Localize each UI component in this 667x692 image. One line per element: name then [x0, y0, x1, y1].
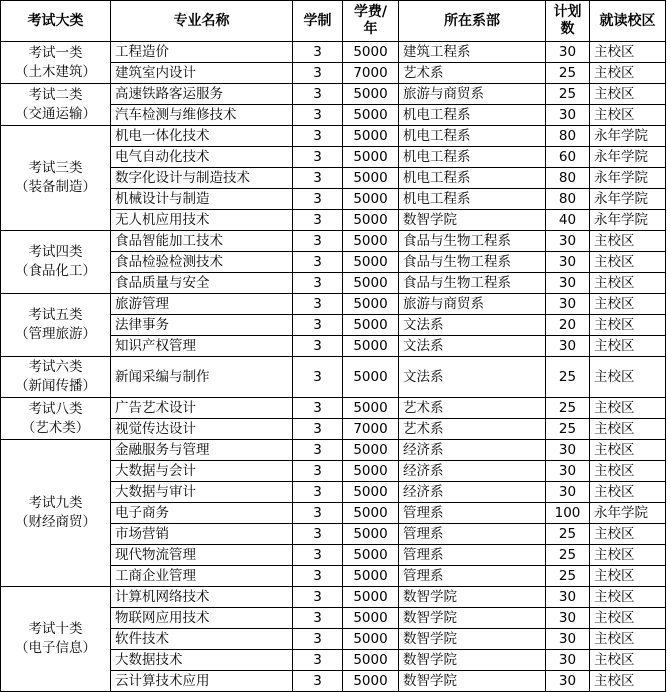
category-field: （食品化工） — [15, 263, 96, 279]
category-name: 考试二类 — [28, 86, 83, 103]
fee-cell: 5000 — [343, 671, 399, 692]
major-name: 工商企业管理 — [111, 566, 293, 587]
years-cell: 3 — [293, 503, 343, 524]
dept-cell: 管理系 — [399, 524, 546, 545]
campus-cell: 永年学院 — [590, 189, 666, 210]
fee-cell: 5000 — [343, 315, 399, 336]
years-cell: 3 — [293, 42, 343, 63]
major-name: 无人机应用技术 — [111, 210, 293, 231]
plan-cell: 25 — [546, 357, 590, 398]
header-category: 考试大类 — [1, 1, 111, 42]
plan-cell: 30 — [546, 608, 590, 629]
major-name: 旅游管理 — [111, 294, 293, 315]
plan-cell: 30 — [546, 294, 590, 315]
years-cell: 3 — [293, 231, 343, 252]
years-cell: 3 — [293, 566, 343, 587]
years-cell: 3 — [293, 126, 343, 147]
major-name: 电子商务 — [111, 503, 293, 524]
major-name: 广告艺术设计 — [111, 398, 293, 419]
fee-cell: 7000 — [343, 419, 399, 440]
plan-cell: 30 — [546, 42, 590, 63]
major-name: 法律事务 — [111, 315, 293, 336]
plan-cell: 25 — [546, 545, 590, 566]
major-name: 软件技术 — [111, 629, 293, 650]
category-cell — [1, 294, 111, 357]
plan-cell: 80 — [546, 168, 590, 189]
plan-cell: 30 — [546, 440, 590, 461]
table-body — [1, 42, 666, 692]
major-name: 机械设计与制造 — [111, 189, 293, 210]
fee-cell: 5000 — [343, 231, 399, 252]
campus-cell: 永年学院 — [590, 126, 666, 147]
plan-cell: 25 — [546, 63, 590, 84]
campus-cell: 主校区 — [590, 336, 666, 357]
years-cell: 3 — [293, 524, 343, 545]
major-name: 高速铁路客运服务 — [111, 84, 293, 105]
campus-cell: 主校区 — [590, 42, 666, 63]
plan-cell: 25 — [546, 566, 590, 587]
dept-cell: 食品与生物工程系 — [399, 231, 546, 252]
fee-cell: 5000 — [343, 482, 399, 503]
fee-cell: 5000 — [343, 189, 399, 210]
campus-cell: 永年学院 — [590, 147, 666, 168]
category-name: 考试九类 — [28, 495, 83, 511]
plan-cell: 30 — [546, 629, 590, 650]
plan-cell: 30 — [546, 461, 590, 482]
table-row — [1, 587, 666, 608]
dept-cell: 经济系 — [399, 482, 546, 503]
dept-cell: 旅游与商贸系 — [399, 84, 546, 105]
campus-cell: 主校区 — [590, 566, 666, 587]
dept-cell: 数智学院 — [399, 210, 546, 231]
years-cell: 3 — [293, 105, 343, 126]
fee-cell: 5000 — [343, 608, 399, 629]
years-cell: 3 — [293, 608, 343, 629]
dept-cell: 食品与生物工程系 — [399, 252, 546, 273]
dept-cell: 机电工程系 — [399, 126, 546, 147]
years-cell: 3 — [293, 63, 343, 84]
major-name: 大数据技术 — [111, 650, 293, 671]
years-cell: 3 — [293, 168, 343, 189]
category-cell — [1, 84, 111, 126]
dept-cell: 文法系 — [399, 357, 546, 398]
table-row — [1, 42, 666, 63]
major-name: 视觉传达设计 — [111, 419, 293, 440]
dept-cell: 机电工程系 — [399, 105, 546, 126]
plan-cell: 80 — [546, 126, 590, 147]
dept-cell: 数智学院 — [399, 650, 546, 671]
campus-cell: 主校区 — [590, 650, 666, 671]
fee-cell: 5000 — [343, 440, 399, 461]
years-cell: 3 — [293, 294, 343, 315]
fee-cell: 5000 — [343, 587, 399, 608]
dept-cell: 机电工程系 — [399, 189, 546, 210]
fee-cell: 5000 — [343, 147, 399, 168]
major-name: 大数据与会计 — [111, 461, 293, 482]
plan-cell: 25 — [546, 398, 590, 419]
category-cell — [1, 231, 111, 294]
fee-cell: 5000 — [343, 461, 399, 482]
fee-cell: 5000 — [343, 210, 399, 231]
years-cell: 3 — [293, 587, 343, 608]
dept-cell: 数智学院 — [399, 608, 546, 629]
dept-cell: 文法系 — [399, 315, 546, 336]
table-row — [1, 126, 666, 147]
campus-cell: 主校区 — [590, 608, 666, 629]
campus-cell: 主校区 — [590, 482, 666, 503]
dept-cell: 数智学院 — [399, 629, 546, 650]
major-name: 新闻采编与制作 — [111, 357, 293, 398]
table-row — [1, 357, 666, 398]
campus-cell: 主校区 — [590, 419, 666, 440]
fee-cell: 5000 — [343, 126, 399, 147]
major-name: 汽车检测与维修技术 — [111, 105, 293, 126]
dept-cell: 机电工程系 — [399, 147, 546, 168]
years-cell: 3 — [293, 629, 343, 650]
plan-cell: 30 — [546, 671, 590, 692]
dept-cell: 数智学院 — [399, 671, 546, 692]
dept-cell: 艺术系 — [399, 419, 546, 440]
campus-cell: 主校区 — [590, 671, 666, 692]
years-cell: 3 — [293, 545, 343, 566]
category-field: （交通运输） — [15, 105, 96, 122]
years-cell: 3 — [293, 273, 343, 294]
dept-cell: 艺术系 — [399, 63, 546, 84]
campus-cell: 主校区 — [590, 398, 666, 419]
years-cell: 3 — [293, 482, 343, 503]
plan-cell: 40 — [546, 210, 590, 231]
plan-cell: 30 — [546, 650, 590, 671]
fee-cell: 5000 — [343, 294, 399, 315]
campus-cell: 主校区 — [590, 63, 666, 84]
years-cell: 3 — [293, 315, 343, 336]
fee-cell: 5000 — [343, 336, 399, 357]
years-cell: 3 — [293, 336, 343, 357]
years-cell: 3 — [293, 398, 343, 419]
years-cell: 3 — [293, 210, 343, 231]
years-cell: 3 — [293, 147, 343, 168]
fee-cell: 5000 — [343, 503, 399, 524]
category-cell — [1, 398, 111, 440]
major-name: 知识产权管理 — [111, 336, 293, 357]
category-cell — [1, 587, 111, 692]
table-row — [1, 294, 666, 315]
major-name: 云计算技术应用 — [111, 671, 293, 692]
dept-cell: 艺术系 — [399, 398, 546, 419]
dept-cell: 数智学院 — [399, 587, 546, 608]
campus-cell: 主校区 — [590, 231, 666, 252]
category-cell — [1, 42, 111, 84]
dept-cell: 经济系 — [399, 440, 546, 461]
years-cell: 3 — [293, 461, 343, 482]
campus-cell: 永年学院 — [590, 503, 666, 524]
header-major: 专业名称 — [111, 1, 293, 42]
header-fee: 学费/年 — [343, 1, 399, 42]
plan-cell: 30 — [546, 252, 590, 273]
category-field: （艺术类） — [21, 419, 90, 436]
dept-cell: 文法系 — [399, 336, 546, 357]
fee-cell: 7000 — [343, 63, 399, 84]
major-name: 食品质量与安全 — [111, 273, 293, 294]
major-name: 大数据与审计 — [111, 482, 293, 503]
plan-cell: 30 — [546, 273, 590, 294]
header-campus: 就读校区 — [590, 1, 666, 42]
years-cell: 3 — [293, 189, 343, 210]
fee-cell: 5000 — [343, 42, 399, 63]
fee-cell: 5000 — [343, 629, 399, 650]
major-name: 食品智能加工技术 — [111, 231, 293, 252]
category-name: 考试六类 — [28, 359, 83, 375]
campus-cell: 主校区 — [590, 357, 666, 398]
category-cell — [1, 440, 111, 587]
fee-cell: 5000 — [343, 273, 399, 294]
plan-cell: 30 — [546, 231, 590, 252]
campus-cell: 主校区 — [590, 273, 666, 294]
plan-cell: 80 — [546, 189, 590, 210]
table-row — [1, 84, 666, 105]
major-name: 建筑室内设计 — [111, 63, 293, 84]
years-cell: 3 — [293, 440, 343, 461]
category-field: （新闻传播） — [15, 378, 96, 394]
plan-cell: 25 — [546, 524, 590, 545]
major-name: 工程造价 — [111, 42, 293, 63]
fee-cell: 5000 — [343, 650, 399, 671]
years-cell: 3 — [293, 252, 343, 273]
plan-cell: 20 — [546, 315, 590, 336]
dept-cell: 机电工程系 — [399, 168, 546, 189]
plan-cell: 25 — [546, 419, 590, 440]
table-row — [1, 231, 666, 252]
header-dept: 所在系部 — [399, 1, 546, 42]
fee-cell: 5000 — [343, 545, 399, 566]
dept-cell: 管理系 — [399, 566, 546, 587]
dept-cell: 经济系 — [399, 461, 546, 482]
campus-cell: 主校区 — [590, 315, 666, 336]
category-name: 考试十类 — [28, 621, 83, 637]
plan-cell: 30 — [546, 587, 590, 608]
campus-cell: 主校区 — [590, 84, 666, 105]
years-cell: 3 — [293, 650, 343, 671]
category-field: （土木建筑） — [15, 63, 96, 80]
category-name: 考试一类 — [28, 44, 83, 61]
years-cell: 3 — [293, 357, 343, 398]
major-name: 现代物流管理 — [111, 545, 293, 566]
category-name: 考试三类 — [28, 160, 83, 176]
category-name: 考试五类 — [28, 307, 83, 323]
fee-cell: 5000 — [343, 168, 399, 189]
major-name: 机电一体化技术 — [111, 126, 293, 147]
years-cell: 3 — [293, 84, 343, 105]
plan-cell: 30 — [546, 105, 590, 126]
major-name: 市场营销 — [111, 524, 293, 545]
fee-cell: 5000 — [343, 566, 399, 587]
plan-cell: 25 — [546, 84, 590, 105]
major-name: 电气自动化技术 — [111, 147, 293, 168]
plan-cell: 60 — [546, 147, 590, 168]
category-field: （电子信息） — [15, 640, 96, 656]
category-field: （装备制造） — [15, 179, 96, 195]
fee-cell: 5000 — [343, 252, 399, 273]
dept-cell: 管理系 — [399, 545, 546, 566]
fee-cell: 5000 — [343, 398, 399, 419]
category-name: 考试八类 — [28, 400, 83, 417]
dept-cell: 管理系 — [399, 503, 546, 524]
major-name: 金融服务与管理 — [111, 440, 293, 461]
campus-cell: 主校区 — [590, 294, 666, 315]
campus-cell: 主校区 — [590, 440, 666, 461]
campus-cell: 主校区 — [590, 461, 666, 482]
major-name: 食品检验检测技术 — [111, 252, 293, 273]
major-name: 物联网应用技术 — [111, 608, 293, 629]
category-field: （财经商贸） — [15, 514, 96, 530]
campus-cell: 主校区 — [590, 524, 666, 545]
major-name: 计算机网络技术 — [111, 587, 293, 608]
table-row — [1, 440, 666, 461]
years-cell: 3 — [293, 671, 343, 692]
dept-cell: 旅游与商贸系 — [399, 294, 546, 315]
plan-cell: 100 — [546, 503, 590, 524]
campus-cell: 主校区 — [590, 252, 666, 273]
fee-cell: 5000 — [343, 84, 399, 105]
campus-cell: 主校区 — [590, 629, 666, 650]
header-plan: 计划数 — [546, 1, 590, 42]
category-cell — [1, 126, 111, 231]
campus-cell: 主校区 — [590, 587, 666, 608]
table-row — [1, 398, 666, 419]
campus-cell: 永年学院 — [590, 210, 666, 231]
major-name: 数字化设计与制造技术 — [111, 168, 293, 189]
plan-cell: 30 — [546, 482, 590, 503]
plan-cell: 30 — [546, 336, 590, 357]
fee-cell: 5000 — [343, 357, 399, 398]
fee-cell: 5000 — [343, 524, 399, 545]
dept-cell: 建筑工程系 — [399, 42, 546, 63]
dept-cell: 食品与生物工程系 — [399, 273, 546, 294]
header-row — [1, 1, 666, 42]
campus-cell: 主校区 — [590, 105, 666, 126]
category-field: （管理旅游） — [15, 326, 96, 342]
campus-cell: 主校区 — [590, 545, 666, 566]
years-cell: 3 — [293, 419, 343, 440]
header-years: 学制 — [293, 1, 343, 42]
campus-cell: 永年学院 — [590, 168, 666, 189]
fee-cell: 5000 — [343, 105, 399, 126]
category-cell — [1, 357, 111, 398]
category-name: 考试四类 — [28, 244, 83, 260]
